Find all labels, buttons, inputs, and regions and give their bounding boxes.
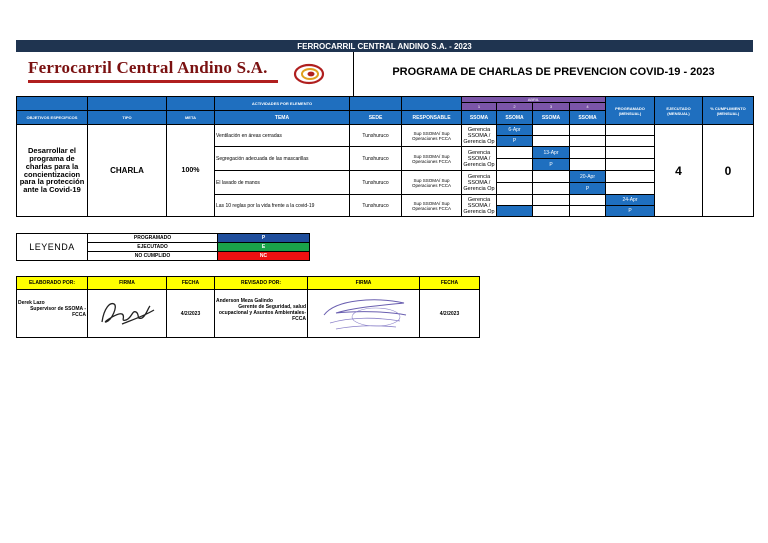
firma2-cell xyxy=(308,290,420,338)
schedule-empty-cell xyxy=(497,171,533,183)
seguimiento-cell: Gerencia SSOMA / Gerencia Op xyxy=(463,126,495,145)
header-programado: PROGRAMADO (MENSUAL) xyxy=(606,97,655,125)
schedule-empty-cell xyxy=(533,171,570,183)
programado-value: 4 xyxy=(655,125,703,217)
legend-table xyxy=(16,233,310,261)
signature-table xyxy=(16,276,480,338)
header-cumplimiento: % CUMPLIMIENTO (MENSUAL) xyxy=(703,97,754,125)
schedule-date-cell: 20-Apr xyxy=(570,171,606,183)
schedule-mark-cell: P xyxy=(533,159,570,171)
header-ejecutado: EJECUTADO (MENSUAL) xyxy=(655,97,703,125)
schedule-empty-cell xyxy=(497,159,533,171)
header-month: ABRIL xyxy=(462,97,606,103)
stamp-signature-image xyxy=(316,293,412,333)
header-tema: TEMA xyxy=(215,111,350,125)
logo-swirl-icon xyxy=(292,60,326,86)
ejecutado-value: 0 xyxy=(703,125,754,217)
revisado-fecha: 4/2/2023 xyxy=(420,290,480,338)
schedule-date-cell: 24-Apr xyxy=(606,195,655,206)
tema-cell: El lavado de manos xyxy=(215,171,350,195)
seguimiento-cell: Gerencia SSOMA / Gerencia Op xyxy=(462,147,497,171)
schedule-empty-cell xyxy=(570,136,606,147)
responsable-cell: Sup SSOMA/ Sup Operaciones FCCA xyxy=(402,195,462,217)
company-logo-text: Ferrocarril Central Andino S.A. xyxy=(28,58,268,77)
legend-programado-swatch: P xyxy=(218,234,310,243)
schedule-date-cell: 13-Apr xyxy=(533,147,570,159)
sede-cell: Tunshuruco xyxy=(350,125,402,147)
meta-cell: 100% xyxy=(167,125,215,217)
header-spacer xyxy=(88,97,167,111)
schedule-mark-cell: P xyxy=(570,183,606,195)
schedule-empty-cell xyxy=(606,171,655,183)
legend-programado-label: PROGRAMADO xyxy=(88,234,218,243)
schedule-empty-cell xyxy=(570,125,606,136)
revisado-header: REVISADO POR: xyxy=(215,277,308,290)
header-ssoma: SSOMA xyxy=(533,111,570,125)
schedule-empty-cell xyxy=(606,147,655,159)
header-actividades: ACTIVIDADES POR ELEMENTO xyxy=(215,97,350,111)
schedule-empty-cell xyxy=(570,159,606,171)
schedule-empty-cell xyxy=(606,159,655,171)
responsable-cell: Sup SSOMA/ Sup Operaciones FCCA xyxy=(402,171,462,195)
signature-image xyxy=(92,294,162,332)
program-title: PROGRAMA DE CHARLAS DE PREVENCION COVID-19 - 2023 xyxy=(392,66,715,78)
legend-no-cumplido-label: NO CUMPLIDO xyxy=(88,252,218,261)
objetivo-cell: Desarrollar el programa de charlas para la concientizacion para la protección ante la Covid-19 xyxy=(17,125,88,217)
schedule-empty-cell xyxy=(606,125,655,136)
header-spacer xyxy=(167,97,215,111)
schedule-empty-cell xyxy=(533,206,570,217)
header-week: 3 xyxy=(533,103,570,111)
schedule-empty-cell xyxy=(606,136,655,147)
seguimiento-cell: Gerencia SSOMA / Gerencia Op xyxy=(462,171,497,195)
sede-cell: Tunshuruco xyxy=(350,147,402,171)
schedule-empty-cell xyxy=(570,147,606,159)
schedule-blue-cell xyxy=(497,206,533,217)
legend-title: LEYENDA xyxy=(17,234,88,261)
tipo-cell: CHARLA xyxy=(88,125,167,217)
elaborado-name: Derek Lazo xyxy=(18,300,45,306)
tema-cell: Las 10 reglas por la vida frente a la covid-19 xyxy=(215,195,350,217)
schedule-empty-cell xyxy=(533,195,570,206)
firma-cell xyxy=(88,290,167,338)
program-table xyxy=(16,96,754,217)
header-spacer xyxy=(17,97,88,111)
header-ssoma: SSOMA xyxy=(497,111,533,125)
revisado-cell xyxy=(215,290,308,338)
elaborado-header: ELABORADO POR: xyxy=(17,277,88,290)
header-responsable: RESPONSABLE xyxy=(402,111,462,125)
firma-header: FIRMA xyxy=(88,277,167,290)
header-week: 4 xyxy=(570,103,606,111)
firma2-header: FIRMA xyxy=(308,277,420,290)
elaborado-fecha: 4/2/2023 xyxy=(167,290,215,338)
header-ssoma: SSOMA xyxy=(462,111,497,125)
revisado-role: Gerente de Seguridad, salud ocupacional y Asuntos Ambientales-FCCA xyxy=(218,304,306,322)
schedule-date-cell: 6-Apr xyxy=(497,125,533,136)
schedule-empty-cell xyxy=(606,183,655,195)
company-title-bar xyxy=(16,40,753,52)
legend-no-cumplido-swatch: NC xyxy=(218,252,310,261)
schedule-empty-cell xyxy=(497,147,533,159)
tema-cell: Ventilación en áreas cerradas xyxy=(215,125,350,147)
schedule-empty-cell xyxy=(533,125,570,136)
header-spacer xyxy=(402,97,462,111)
seguimiento-cell: Gerencia SSOMA / Gerencia Op xyxy=(463,196,495,215)
legend-ejecutado-swatch: E xyxy=(218,243,310,252)
schedule-empty-cell xyxy=(570,195,606,206)
fecha2-header: FECHA xyxy=(420,277,480,290)
header-sede: SEDE xyxy=(350,111,402,125)
logo-underline xyxy=(28,80,278,83)
legend-ejecutado-label: EJECUTADO xyxy=(88,243,218,252)
sede-cell: Tunshuruco xyxy=(350,195,402,217)
elaborado-role: Supervisor de SSOMA - FCCA xyxy=(30,306,86,318)
schedule-empty-cell xyxy=(497,183,533,195)
responsable-cell: Sup SSOMA/ Sup Operaciones FCCA xyxy=(402,125,462,147)
responsable-cell: Sup SSOMA/ Sup Operaciones FCCA xyxy=(402,147,462,171)
sede-cell: Tunshuruco xyxy=(350,171,402,195)
schedule-mark-cell: P xyxy=(606,206,655,217)
revisado-name: Anderson Meza Galindo xyxy=(216,298,273,304)
schedule-mark-cell: P xyxy=(497,136,533,147)
tema-cell: Segregación adecuada de las mascarillas xyxy=(215,147,350,171)
schedule-empty-cell xyxy=(533,183,570,195)
header-spacer xyxy=(350,97,402,111)
fecha-header: FECHA xyxy=(167,277,215,290)
schedule-empty-cell xyxy=(497,195,533,206)
company-title: FERROCARRIL CENTRAL ANDINO S.A. - 2023 xyxy=(297,41,472,51)
header-ssoma: SSOMA xyxy=(570,111,606,125)
header-objetivos: OBJETIVOS ESPECIFICOS xyxy=(17,111,88,125)
header-week: 2 xyxy=(497,103,533,111)
header-week: 1 xyxy=(462,103,497,111)
schedule-empty-cell xyxy=(570,206,606,217)
header-tipo: TIPO xyxy=(88,111,167,125)
schedule-empty-cell xyxy=(533,136,570,147)
header-meta: META xyxy=(167,111,215,125)
elaborado-cell xyxy=(17,290,88,338)
